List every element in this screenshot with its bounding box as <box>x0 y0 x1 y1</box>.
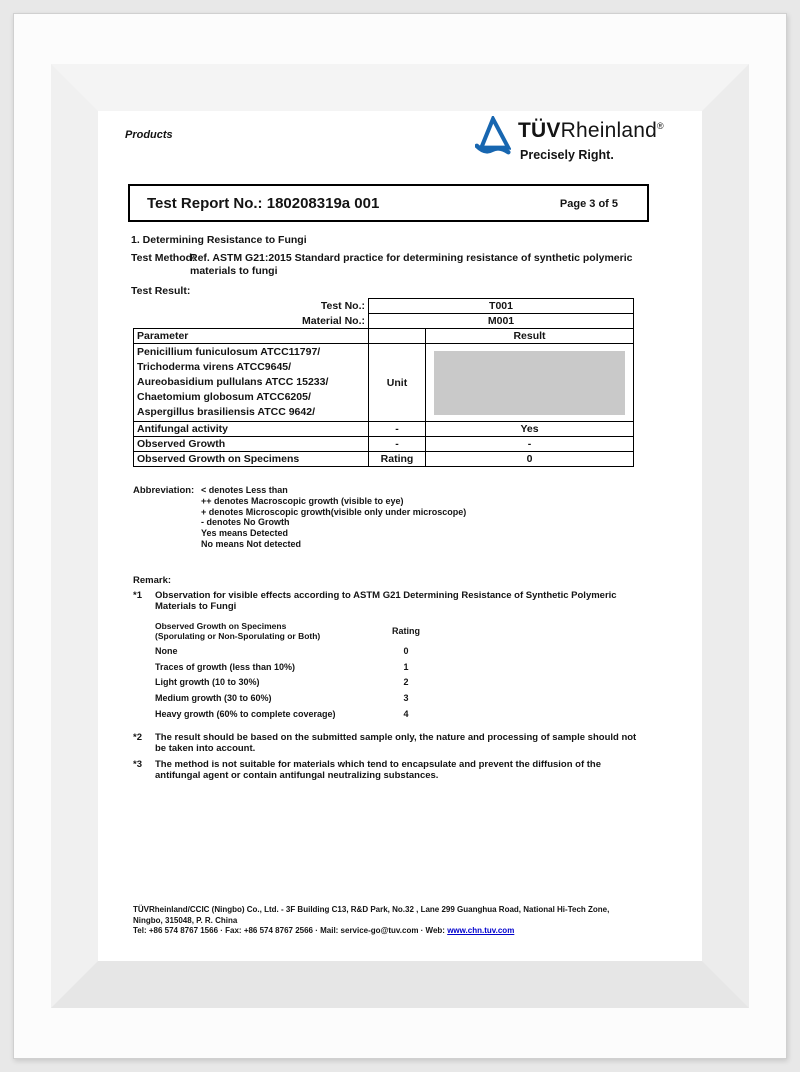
unit-label: Unit <box>369 344 426 422</box>
material-no-value: M001 <box>369 314 634 329</box>
result-table <box>133 298 634 467</box>
remark-label: Remark: <box>133 575 172 586</box>
remark-1-marker: *1 <box>133 590 142 601</box>
test-report-page <box>98 111 702 961</box>
test-method-text: Ref. ASTM G21:2015 Standard practice for determining resistance of synthetic polymeric materials to fungi <box>190 252 633 277</box>
species-line: Aspergillus brasiliensis ATCC 9642/ <box>137 406 315 418</box>
table-row <box>134 422 634 437</box>
products-label: Products <box>125 129 173 141</box>
result-cell: 0 <box>426 452 634 467</box>
species-line: Penicillium funiculosum ATCC11797/ <box>137 346 321 358</box>
frame-mat <box>51 64 749 1008</box>
param-cell: Observed Growth on Specimens <box>134 452 369 467</box>
website-link[interactable]: www.chn.tuv.com <box>447 926 515 935</box>
rating-col1-header-line: (Sporulating or Non-Sporulating or Both) <box>155 631 321 641</box>
param-cell: Observed Growth <box>134 437 369 452</box>
remark-2-marker: *2 <box>133 732 142 743</box>
abbreviation-line: Yes means Detected <box>201 528 289 539</box>
picture-frame <box>13 13 787 1059</box>
test-result-label: Test Result: <box>131 285 191 297</box>
test-no-label: Test No.: <box>320 300 365 312</box>
rating-row <box>155 709 455 725</box>
rating-col1-header <box>155 621 383 641</box>
abbreviation-list <box>201 485 466 550</box>
table-row <box>134 452 634 467</box>
brand-wordmark <box>518 119 664 143</box>
rating-table <box>155 621 455 724</box>
mid-cell: - <box>369 437 426 452</box>
rating-desc: None <box>155 646 178 656</box>
rating-row <box>155 677 455 693</box>
test-no-value: T001 <box>369 299 634 314</box>
species-line: Chaetomium globosum ATCC6205/ <box>137 391 311 403</box>
rating-col1-header-line: Observed Growth on Specimens <box>155 621 287 631</box>
report-number: Test Report No.: 180208319a 001 <box>147 194 380 212</box>
footer-line-1: TÜVRheinland/CCIC (Ningbo) Co., Ltd. - 3F Building C13, R&D Park, No.32 , Lane 299 Guanghua Road, National Hi-Tech Zone, <box>133 905 610 914</box>
footer-line-2: Ningbo, 315048, P. R. China <box>133 915 238 925</box>
rating-value: 0 <box>403 646 409 656</box>
abbreviation-label: Abbreviation: <box>133 485 195 496</box>
unit-header-cell <box>369 329 426 344</box>
rating-desc: Medium growth (30 to 60%) <box>155 693 272 704</box>
footer-line-3 <box>133 926 678 937</box>
table-header-row <box>134 329 634 344</box>
species-line: Aureobasidium pullulans ATCC 15233/ <box>137 376 329 388</box>
brand-tuv: TÜV <box>518 119 561 142</box>
rating-value: 1 <box>403 661 409 672</box>
rating-value: 4 <box>403 708 409 719</box>
rating-desc: Light growth (10 to 30%) <box>155 677 260 688</box>
page-indicator: Page 3 of 5 <box>559 198 618 210</box>
test-method-label: Test Method: <box>131 252 196 264</box>
species-row <box>134 344 634 422</box>
result-cell: - <box>426 437 634 452</box>
species-list <box>134 344 369 422</box>
parameter-header: Parameter <box>134 329 369 344</box>
rating-desc: Traces of growth (less than 10%) <box>155 661 296 672</box>
registered-mark: ® <box>656 121 664 131</box>
material-no-label: Material No.: <box>301 314 365 327</box>
mid-cell: Rating <box>369 452 426 467</box>
section-heading: 1. Determining Resistance to Fungi <box>131 234 307 246</box>
abbreviation-line: - denotes No Growth <box>201 517 290 528</box>
table-row <box>134 299 634 314</box>
remark-3-marker: *3 <box>133 759 142 770</box>
mid-cell: - <box>369 422 426 437</box>
brand-tagline: Precisely Right. <box>520 148 614 162</box>
redacted-result-cell <box>426 344 634 422</box>
result-cell: Yes <box>426 422 634 437</box>
abbreviation-line: ++ denotes Macroscopic growth (visible to eye) <box>201 495 404 506</box>
rating-desc: Heavy growth (60% to complete coverage) <box>155 708 336 719</box>
rating-value: 3 <box>403 693 409 704</box>
footer-contact: Tel: +86 574 8767 1566 · Fax: +86 574 8767 2566 · Mail: service-go@tuv.com · Web: <box>133 926 448 935</box>
species-line: Trichoderma virens ATCC9645/ <box>137 361 292 373</box>
rating-value: 2 <box>403 677 409 688</box>
table-row <box>134 437 634 452</box>
abbreviation-line: No means Not detected <box>201 538 302 549</box>
rating-col2-header: Rating <box>392 626 420 636</box>
report-number-bar <box>128 184 649 222</box>
rating-row <box>155 646 455 662</box>
rating-row <box>155 662 455 678</box>
rating-row <box>155 693 455 709</box>
abbreviation-line: < denotes Less than <box>201 485 288 495</box>
param-cell: Antifungal activity <box>134 422 369 437</box>
remark-1-text: Observation for visible effects according to ASTM G21 Determining Resistance of Synthetic Polymeric Materials to Fungi <box>155 590 617 612</box>
abbreviation-line: + denotes Microscopic growth(visible only under microscope) <box>201 506 467 517</box>
tuv-triangle-logo-icon <box>475 116 511 156</box>
footer-address <box>133 905 678 937</box>
table-row <box>134 314 634 329</box>
brand-rheinland: Rheinland <box>560 119 657 142</box>
remark-2-text: The result should be based on the submitted sample only, the nature and processing of sample should not be taken into account. <box>155 732 637 754</box>
rating-table-header <box>155 621 455 641</box>
result-header: Result <box>426 329 634 344</box>
remark-3-text: The method is not suitable for materials which tend to encapsulate and prevent the diffusion of the antifungal agent or contain antifungal neutralizing substances. <box>155 759 602 781</box>
redacted-box <box>434 351 625 415</box>
